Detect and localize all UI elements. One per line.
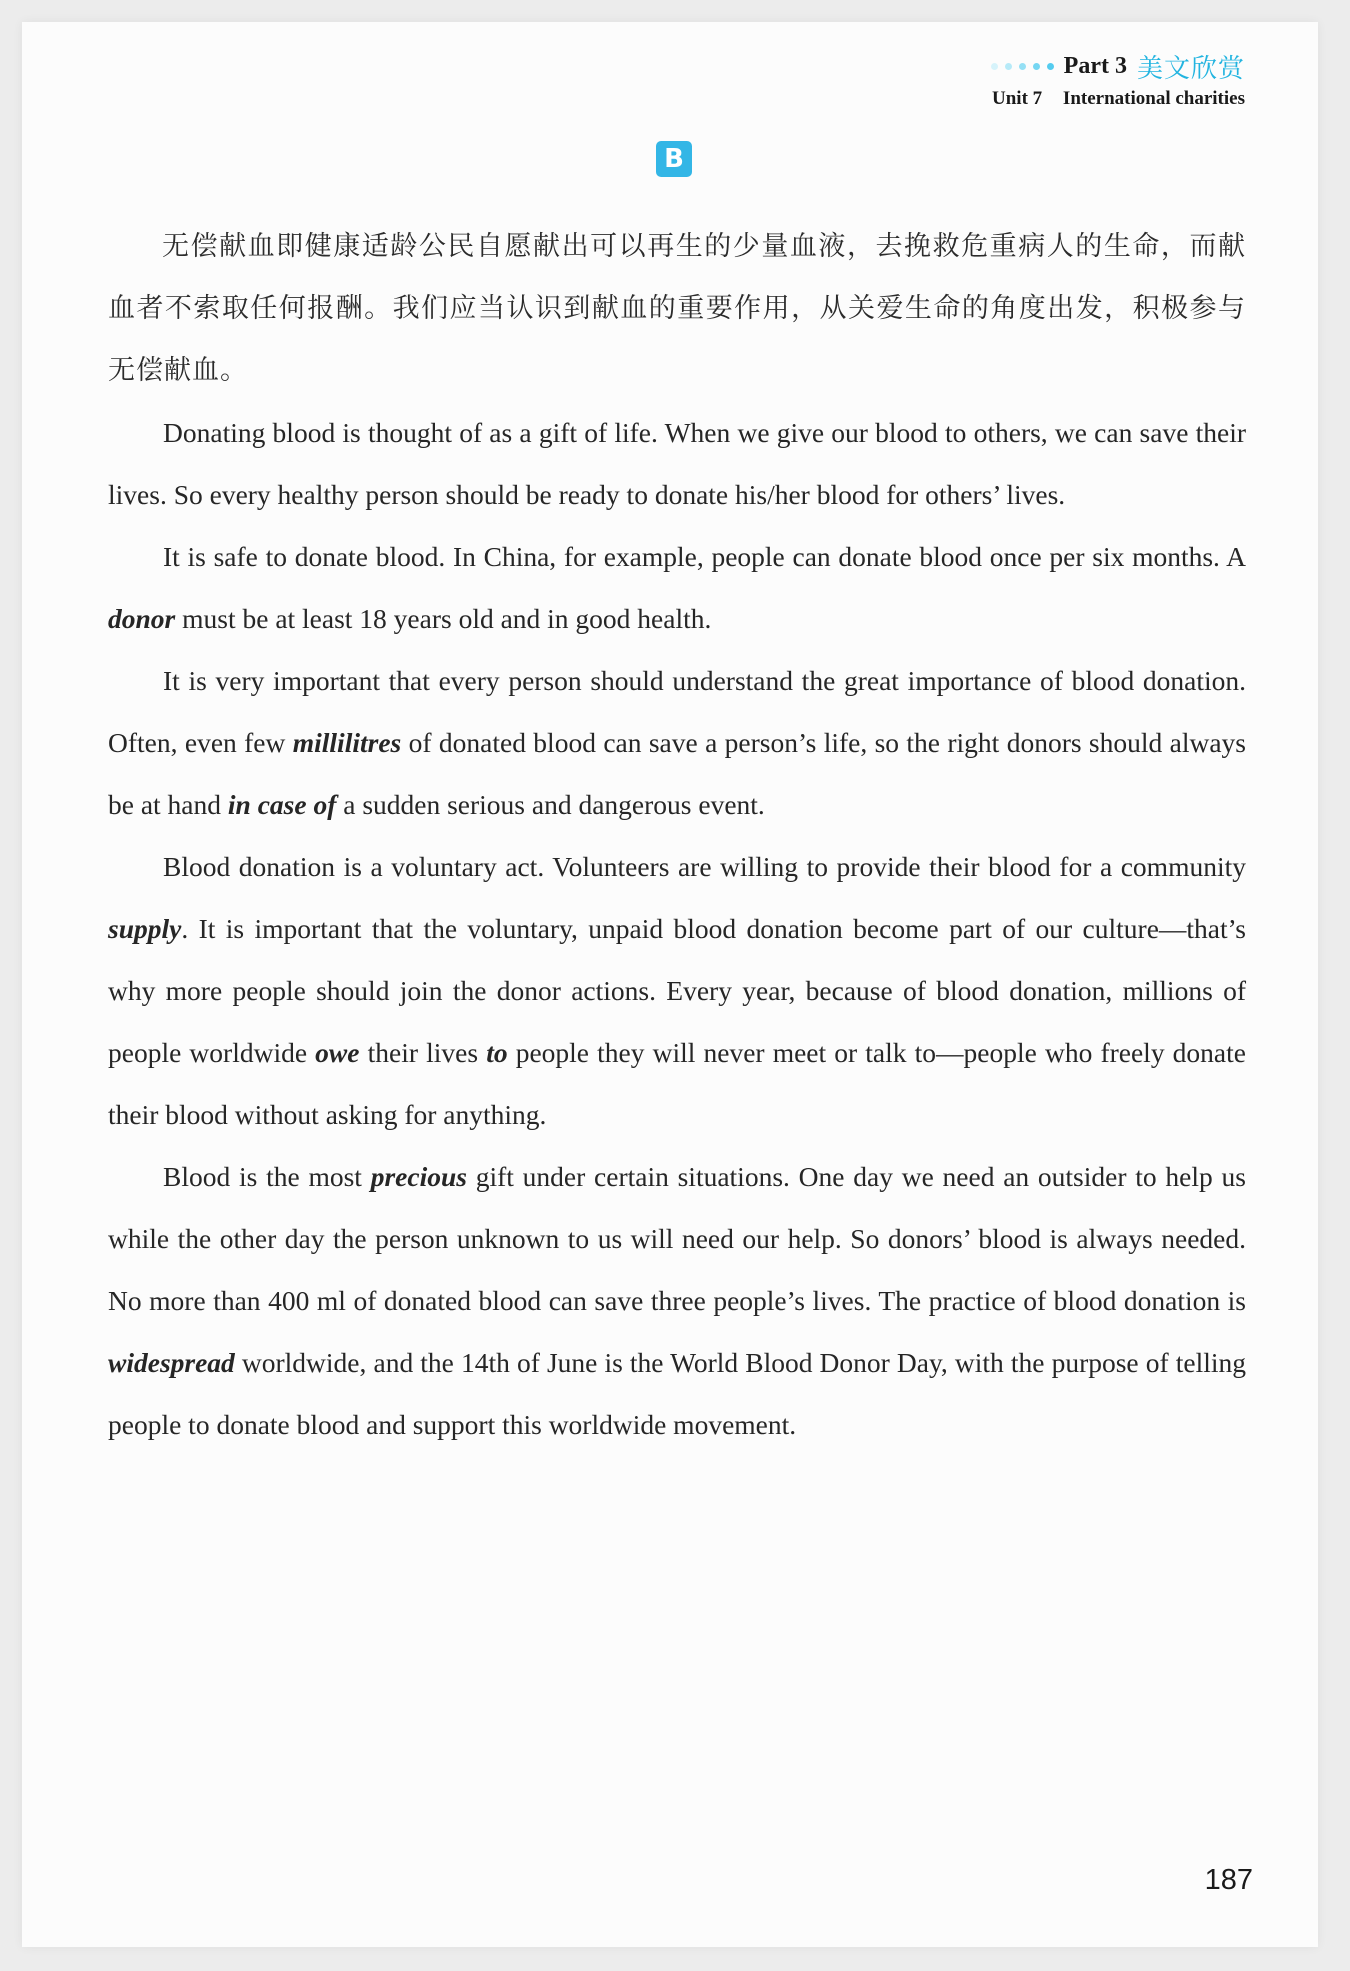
header-unit-line <box>991 88 1245 110</box>
keyword: to <box>486 1037 508 1068</box>
keyword: supply <box>108 913 182 944</box>
header-part-label: Part 3 <box>1063 52 1127 79</box>
page-header <box>991 46 1245 110</box>
paragraph-text: gift under certain situations. One day we need an outsider to help us while the other day the person unknown to us will need our help. So donors’ blood is always needed. No more than 400 ml of donated blood can save three people’s lives. The practice of blood donation is <box>108 1161 1246 1316</box>
header-dots-decoration <box>991 63 1054 70</box>
header-unit-label: Unit 7 <box>992 88 1043 109</box>
paragraph-text: 无偿献血即健康适龄公民自愿献出可以再生的少量血液，去挽救危重病人的生命，而献血者不索取任何报酬。我们应当认识到献血的重要作用，从关爱生命的角度出发，积极参与无偿献血。 <box>108 231 1246 386</box>
keyword: owe <box>315 1037 360 1068</box>
paragraph-text: worldwide, and the 14th of June is the World Blood Donor Day, with the purpose of telling people to donate blood and support this worldwide movement. <box>108 1347 1246 1440</box>
paragraph-3 <box>108 526 1246 650</box>
paragraph-text: It is safe to donate blood. In China, for example, people can donate blood once per six months. A <box>163 541 1246 572</box>
article-body <box>108 216 1246 1456</box>
paragraph-text: their lives <box>359 1037 487 1068</box>
section-badge: B <box>656 141 692 177</box>
keyword: donor <box>108 603 176 634</box>
keyword: widespread <box>108 1347 235 1378</box>
keyword: in case of <box>227 789 337 820</box>
keyword: millilitres <box>292 727 402 758</box>
paragraph-text: Blood donation is a voluntary act. Volunteers are willing to provide their blood for a community <box>163 851 1246 882</box>
header-section-title: 美文欣赏 <box>1136 53 1245 84</box>
paragraph-text: Blood is the most <box>163 1161 371 1192</box>
paragraph-4 <box>108 650 1246 836</box>
paragraph-text: It is very important that every person should understand the great importance of blood donation. Often, even few <box>108 665 1246 758</box>
paragraph-text: Donating blood is thought of as a gift of life. When we give our blood to others, we can save their lives. So every healthy person should be ready to donate his/her blood for others’ lives. <box>108 417 1246 510</box>
paragraph-5 <box>108 836 1246 1146</box>
header-part-line <box>991 46 1245 86</box>
keyword: precious <box>370 1161 467 1192</box>
header-unit-title: International charities <box>1062 88 1245 109</box>
paragraph-text: a sudden serious and dangerous event. <box>336 789 765 820</box>
paragraph-text: must be at least 18 years old and in good health. <box>175 603 712 634</box>
page <box>22 22 1318 1947</box>
paragraph-6 <box>108 1146 1246 1456</box>
paragraph-text: of donated blood can save a person’s life, so the right donors should always be at hand <box>108 727 1247 820</box>
page-number: 187 <box>1204 1864 1253 1896</box>
paragraph-2 <box>108 402 1246 526</box>
paragraph-text: . It is important that the voluntary, unpaid blood donation become part of our culture—that’s why more people should join the donor actions. Every year, because of blood donation, millions of people worldwide <box>108 913 1246 1068</box>
paragraph-text: people they will never meet or talk to—people who freely donate their blood without asking for anything. <box>108 1037 1246 1130</box>
paragraph-1 <box>108 216 1246 402</box>
